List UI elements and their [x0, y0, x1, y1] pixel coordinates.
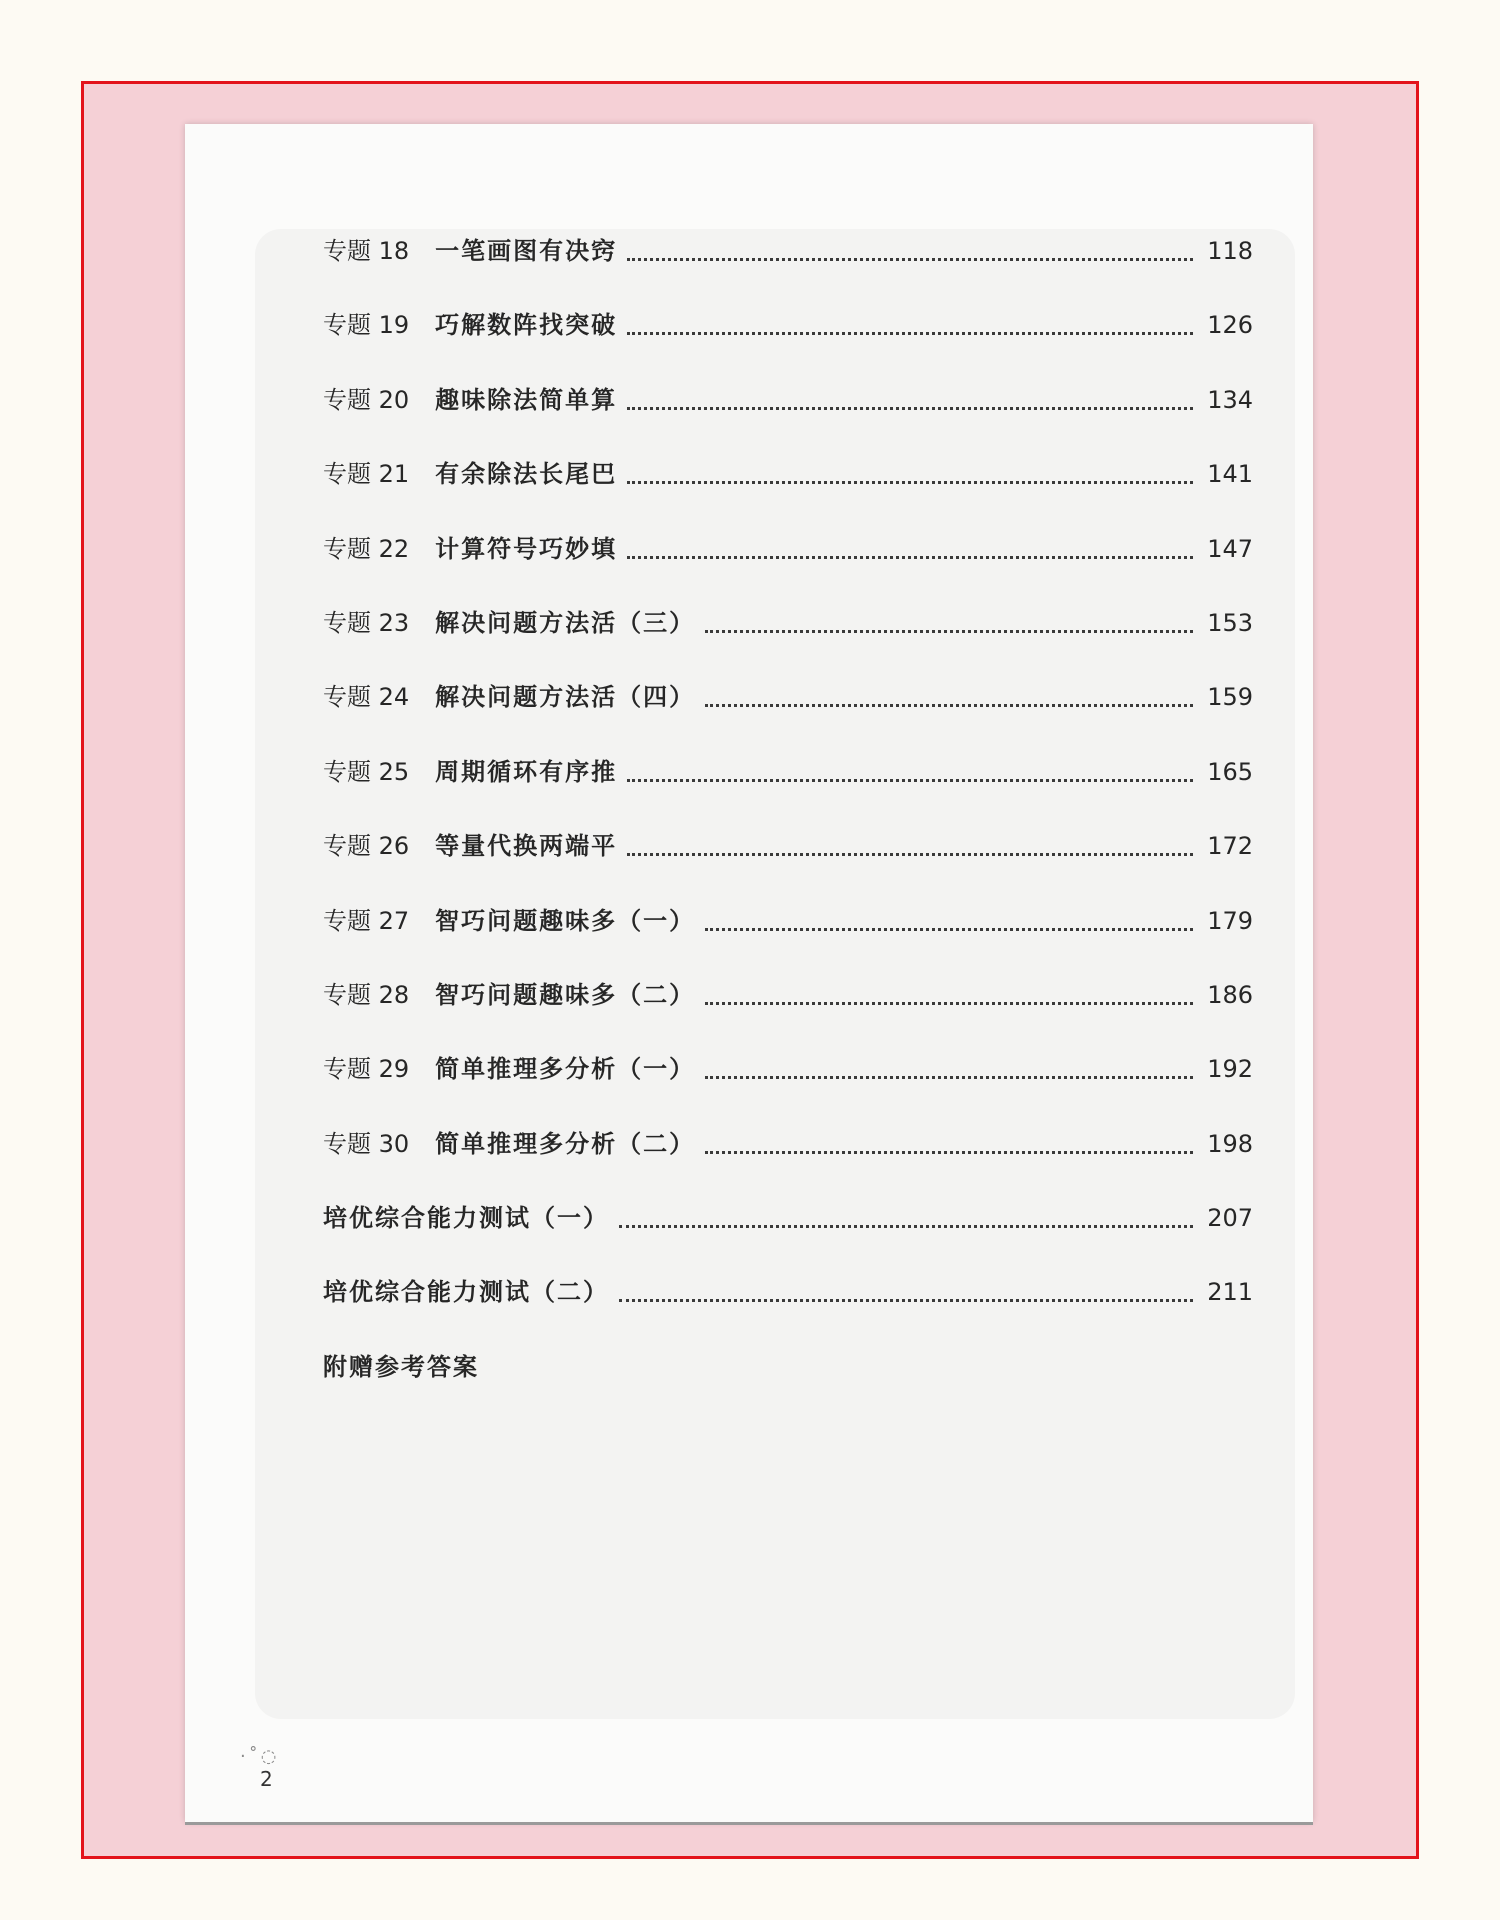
page-corner-decoration: ·˚◌: [240, 1746, 280, 1767]
dot-leader: [705, 703, 1193, 707]
toc-entry-page: 134: [1207, 385, 1253, 414]
dot-leader: [619, 1298, 1193, 1302]
toc-entry-title: 等量代换两端平: [435, 832, 618, 861]
toc-entry-title: 解决问题方法活（四）: [435, 683, 696, 712]
toc-entry-page: 179: [1207, 906, 1253, 935]
toc-entry-title: 有余除法长尾巴: [435, 460, 618, 489]
toc-entry-page: 153: [1207, 608, 1253, 637]
dot-leader: [627, 331, 1193, 335]
dot-leader: [627, 257, 1193, 261]
toc-entry-title: 简单推理多分析（一）: [435, 1055, 696, 1084]
toc-entry-page: 165: [1207, 757, 1253, 786]
dot-leader: [627, 555, 1193, 559]
dot-leader: [705, 1150, 1193, 1154]
toc-entry: [323, 670, 1253, 714]
toc-entry-page: 198: [1207, 1129, 1253, 1158]
toc-entry-page: 118: [1207, 237, 1253, 265]
toc-test-entry: [323, 1191, 1253, 1235]
toc-entry-title: 一笔画图有决窍: [435, 237, 618, 265]
book-page: [185, 124, 1313, 1822]
page-number: 2: [260, 1767, 273, 1791]
toc-entry-title: 计算符号巧妙填: [435, 534, 618, 563]
toc-entry: [323, 968, 1253, 1012]
toc-entry-title: 智巧问题趣味多（一）: [435, 906, 696, 935]
toc-entry-title: 趣味除法简单算: [435, 385, 618, 414]
dot-leader: [619, 1224, 1193, 1228]
toc-entry-number: 专题 21: [323, 460, 410, 489]
toc-entry-page: 141: [1207, 460, 1253, 489]
dot-leader: [705, 927, 1193, 931]
toc-test-title: 培优综合能力测试（一）: [323, 1204, 609, 1233]
toc-entry: [323, 745, 1253, 789]
toc-entry-page: 159: [1207, 683, 1253, 712]
toc-entry-number: 专题 26: [323, 832, 410, 861]
toc-entry-page: 192: [1207, 1055, 1253, 1084]
toc-entry: [323, 373, 1253, 417]
toc-entry: [323, 447, 1253, 491]
toc-entry: [323, 819, 1253, 863]
toc-entry-number: 专题 24: [323, 683, 410, 712]
toc-entry: [323, 1117, 1253, 1161]
toc-entry-number: 专题 25: [323, 757, 410, 786]
toc-answers-entry: [323, 1340, 1253, 1384]
answers-label: 附赠参考答案: [323, 1352, 479, 1381]
toc-entry-number: 专题 27: [323, 906, 410, 935]
toc-entry-title: 简单推理多分析（二）: [435, 1129, 696, 1158]
dot-leader: [627, 778, 1193, 782]
toc-entry-page: 147: [1207, 534, 1253, 563]
toc-entry-number: 专题 23: [323, 608, 410, 637]
toc-test-entry: [323, 1265, 1253, 1309]
dot-leader: [627, 480, 1193, 484]
toc-entry-page: 172: [1207, 832, 1253, 861]
toc-entry-title: 周期循环有序推: [435, 757, 618, 786]
toc-entry: [323, 596, 1253, 640]
toc-test-page: 211: [1207, 1278, 1253, 1307]
dot-leader: [705, 629, 1193, 633]
toc-entry: [323, 522, 1253, 566]
toc-entry-title: 解决问题方法活（三）: [435, 608, 696, 637]
toc-entry: [323, 298, 1253, 342]
toc-entry: [323, 894, 1253, 938]
dot-leader: [705, 1001, 1193, 1005]
dot-leader: [627, 406, 1193, 410]
toc-entry: [323, 1042, 1253, 1086]
toc-entry-title: 巧解数阵找突破: [435, 311, 618, 340]
toc-test-page: 207: [1207, 1204, 1253, 1233]
toc-entry-title: 智巧问题趣味多（二）: [435, 980, 696, 1009]
toc-entry-number: 专题 30: [323, 1129, 410, 1158]
toc-entry-number: 专题 19: [323, 311, 410, 340]
toc-entry-page: 126: [1207, 311, 1253, 340]
dot-leader: [627, 852, 1193, 856]
toc-entry: [323, 224, 1253, 268]
toc-entry-number: 专题 18: [323, 237, 410, 265]
dot-leader: [705, 1075, 1193, 1079]
table-of-contents: [323, 224, 1253, 1384]
toc-entry-page: 186: [1207, 980, 1253, 1009]
toc-entry-number: 专题 29: [323, 1055, 410, 1084]
toc-test-title: 培优综合能力测试（二）: [323, 1278, 609, 1307]
toc-entry-number: 专题 20: [323, 385, 410, 414]
toc-entry-number: 专题 28: [323, 980, 410, 1009]
toc-entry-number: 专题 22: [323, 534, 410, 563]
